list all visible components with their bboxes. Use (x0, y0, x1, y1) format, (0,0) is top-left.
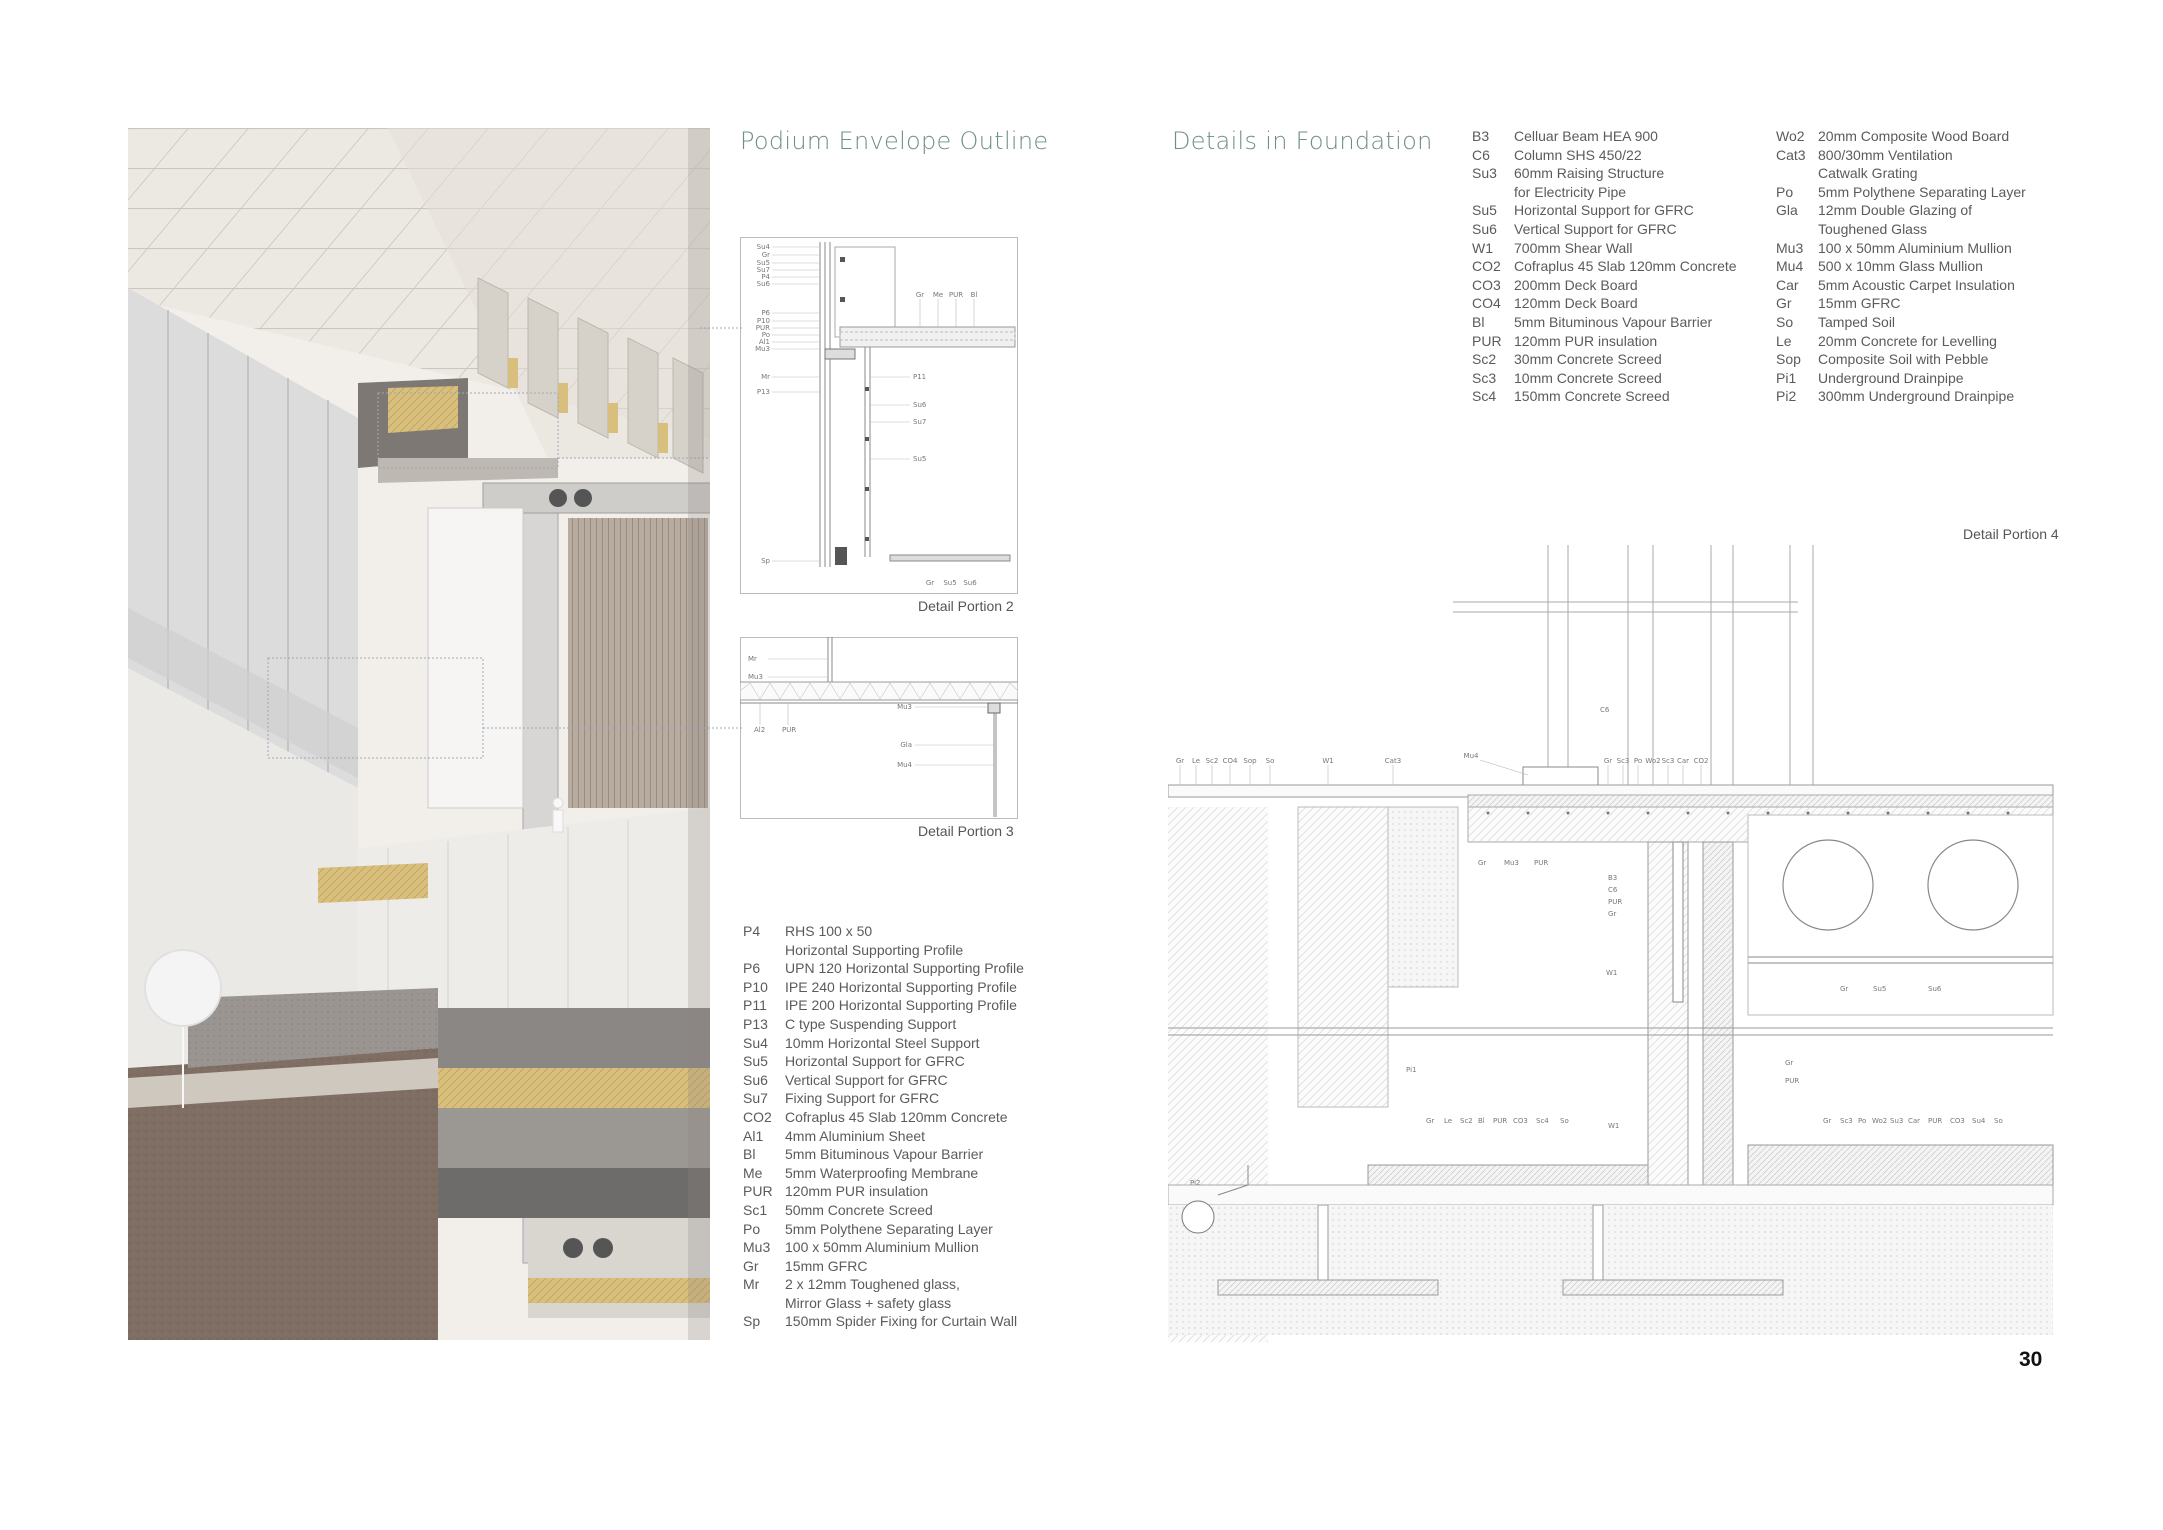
d4-tag-w1: W1 (1322, 757, 1334, 765)
d3-right-mu4: Mu4 (897, 761, 912, 769)
legend-row: B3 Celluar Beam HEA 900 (1472, 128, 1658, 144)
legend-row: Po 5mm Polythene Separating Layer (1776, 183, 2026, 200)
d2-tag-su6: Su6 (756, 280, 770, 288)
legend-row: Pi1 Underground Drainpipe (1776, 369, 1964, 386)
d2-tag-mu3: Mu3 (755, 345, 770, 353)
d4-lowr-pur2: PUR (1928, 1117, 1943, 1125)
d2-tag-gr: Gr (761, 251, 770, 259)
legend-row: PUR 120mm PUR insulation (743, 1183, 929, 1200)
legend-row: Su4 10mm Horizontal Steel Support (743, 1034, 980, 1051)
d3-right-mu3: Mu3 (897, 703, 912, 711)
d4-low-le: Le (1444, 1117, 1453, 1125)
detail-portion-4-drawing (1168, 545, 2063, 1342)
d4-tag-co4: CO4 (1222, 757, 1238, 765)
legend-row: So Tamped Soil (1776, 313, 1896, 330)
d4-tag-sc3: Sc3 (1616, 757, 1630, 765)
legend-row: CO2 Cofraplus 45 Slab 120mm Concrete (1472, 258, 1737, 275)
leader-lines (700, 300, 760, 740)
legend-row: Gr 15mm GFRC (1776, 295, 1901, 312)
legend-row: Catwalk Grating (1818, 165, 1918, 182)
d2-tag-p10: P10 (756, 317, 770, 325)
detail-portion-3-drawing (740, 637, 1018, 819)
foundation-legend-right (1776, 127, 2026, 406)
d4-low-sc4: Sc4 (1536, 1117, 1549, 1125)
d2-tag-su5: Su5 (756, 259, 770, 267)
legend-row: Su3 60mm Raising Structure (1472, 165, 1665, 182)
d4-mid-pur2: PUR (1608, 898, 1623, 906)
legend-row: Mirror Glass + safety glass (785, 1294, 952, 1311)
podium-legend (743, 922, 1024, 1331)
legend-row: Su6 Vertical Support for GFRC (1472, 220, 1677, 237)
page-number: 30 (2019, 1348, 2043, 1371)
d4-low-gr: Gr (1426, 1117, 1435, 1125)
d2-tag-al1: Al1 (758, 338, 770, 346)
podium-title: Podium Envelope Outline (740, 127, 1049, 155)
d4-tag-cat3: Cat3 (1384, 757, 1402, 765)
d4-lowr-po: Po (1858, 1117, 1867, 1125)
d2-tag-p6: P6 (761, 309, 770, 317)
d2-bot-su5: Su5 (943, 579, 957, 587)
d2-tag-po: Po (761, 331, 770, 339)
d4-tag-car: Car (1676, 757, 1690, 765)
d4-low-pur: PUR (1493, 1117, 1508, 1125)
foundation-legend-left (1472, 127, 1737, 406)
legend-row: Pi2 300mm Underground Drainpipe (1776, 388, 2015, 405)
detail-portion-2-caption: Detail Portion 2 (918, 598, 1014, 614)
d4-mid-gr: Gr (1478, 859, 1487, 867)
legend-row: Al1 4mm Aluminium Sheet (743, 1127, 926, 1144)
d3-tag-al2: Al2 (754, 726, 766, 734)
legend-row: Sc4 150mm Concrete Screed (1472, 388, 1670, 405)
legend-row: CO2 Cofraplus 45 Slab 120mm Concrete (743, 1108, 1008, 1125)
d4-lowr-pur: PUR (1785, 1077, 1800, 1085)
d2-tag-pur: PUR (755, 324, 770, 332)
d4-tag-gr2: Gr (1603, 757, 1613, 765)
d3-tag-mr: Mr (748, 655, 757, 663)
d4-tag-sop: Sop (1243, 757, 1257, 765)
legend-row: Sc2 30mm Concrete Screed (1472, 351, 1662, 368)
d4-low-bl: Bl (1478, 1117, 1485, 1125)
legend-row: P10 IPE 240 Horizontal Supporting Profile (743, 978, 1017, 995)
d4-lowr-su3: Su3 (1890, 1117, 1904, 1125)
d4-lowr-co3: CO3 (1950, 1117, 1965, 1125)
legend-row: Gr 15mm GFRC (743, 1257, 868, 1274)
d3-tag-mu3: Mu3 (748, 673, 763, 681)
legend-row: Mu3 100 x 50mm Aluminium Mullion (743, 1239, 979, 1256)
legend-row: Su5 Horizontal Support for GFRC (1472, 202, 1694, 219)
d4-lowr-gr2: Gr (1823, 1117, 1832, 1125)
d4-mid-su6: Su6 (1928, 985, 1942, 993)
d2-top-pur: PUR (948, 291, 964, 299)
d4-tag-co2: CO2 (1693, 757, 1709, 765)
legend-row: Horizontal Supporting Profile (785, 941, 964, 958)
d2-right-su7: Su7 (913, 418, 927, 426)
d4-lowr-wo2: Wo2 (1872, 1117, 1888, 1125)
axonometric-render (128, 128, 710, 1340)
d2-tag-p13: P13 (756, 388, 770, 396)
legend-row: Sp 150mm Spider Fixing for Curtain Wall (743, 1313, 1018, 1330)
d2-right-su5: Su5 (913, 455, 927, 463)
legend-row: Toughened Glass (1818, 220, 1927, 237)
d4-mid-mu3: Mu3 (1504, 859, 1519, 867)
d4-lowr-car: Car (1908, 1117, 1921, 1125)
d4-mid-gr2: Gr (1608, 910, 1617, 918)
d4-low-pi1: Pi1 (1406, 1066, 1417, 1074)
d4-mid-gr3: Gr (1840, 985, 1849, 993)
d2-tag-mr: Mr (761, 373, 770, 381)
d4-mid-c6b: C6 (1608, 886, 1618, 894)
d4-lowr-su4: Su4 (1972, 1117, 1986, 1125)
legend-row: CO3 200mm Deck Board (1472, 276, 1638, 293)
legend-row: Car 5mm Acoustic Carpet Insulation (1776, 276, 2015, 293)
d2-top-gr: Gr (915, 291, 925, 299)
legend-row: Sop Composite Soil with Pebble (1776, 351, 1989, 368)
d4-tag-sc3b: Sc3 (1661, 757, 1675, 765)
d2-top-bl: Bl (970, 291, 978, 299)
d2-top-me: Me (932, 291, 944, 299)
d4-tag-so: So (1265, 757, 1275, 765)
d4-low-sc2: Sc2 (1460, 1117, 1473, 1125)
d2-bot-su6: Su6 (963, 579, 977, 587)
d2-tag-su7: Su7 (756, 266, 770, 274)
d3-tag-pur: PUR (782, 726, 797, 734)
d2-bot-gr: Gr (925, 579, 935, 587)
legend-row: Gla 12mm Double Glazing of (1776, 202, 1973, 219)
legend-row: Su7 Fixing Support for GFRC (743, 1090, 940, 1107)
d2-tag-p4: P4 (761, 273, 770, 281)
legend-row: Sc3 10mm Concrete Screed (1472, 369, 1662, 386)
d4-mid-su5: Su5 (1873, 985, 1887, 993)
legend-row: Mu4 500 x 10mm Glass Mullion (1776, 258, 1983, 275)
detail-portion-2-drawing (740, 237, 1018, 594)
d2-tag-su4: Su4 (756, 243, 770, 251)
legend-row: Wo2 20mm Composite Wood Board (1776, 128, 2010, 144)
d4-lowr-gr: Gr (1785, 1059, 1794, 1067)
d2-right-su6: Su6 (913, 401, 927, 409)
legend-row: Su5 Horizontal Support for GFRC (743, 1053, 965, 1070)
legend-row: CO4 120mm Deck Board (1472, 295, 1638, 312)
legend-row: P4 RHS 100 x 50 (743, 923, 873, 939)
d4-mid-w1: W1 (1606, 969, 1618, 977)
d4-mid-pur: PUR (1534, 859, 1549, 867)
d4-tag-le: Le (1191, 757, 1201, 765)
d4-tag-mu4: Mu4 (1463, 752, 1479, 760)
legend-row: W1 700mm Shear Wall (1472, 239, 1633, 256)
d3-right-gla: Gla (900, 741, 912, 749)
legend-row: Cat3 800/30mm Ventilation (1776, 146, 1953, 163)
legend-row: Po 5mm Polythene Separating Layer (743, 1220, 993, 1237)
legend-row: Mr 2 x 12mm Toughened glass, (743, 1276, 960, 1293)
legend-row: Me 5mm Waterproofing Membrane (743, 1164, 979, 1181)
legend-row: PUR 120mm PUR insulation (1472, 332, 1658, 349)
legend-row: for Electricity Pipe (1514, 183, 1627, 200)
detail-portion-3-caption: Detail Portion 3 (918, 823, 1014, 839)
detail-portion-4-caption: Detail Portion 4 (1963, 526, 2059, 542)
foundation-title: Details in Foundation (1172, 127, 1433, 155)
legend-row: Le 20mm Concrete for Levelling (1776, 332, 1997, 349)
d4-tag-gr: Gr (1175, 757, 1185, 765)
d4-mid-c6: C6 (1600, 706, 1610, 714)
legend-row: Bl 5mm Bituminous Vapour Barrier (1472, 313, 1713, 330)
legend-row: Mu3 100 x 50mm Aluminium Mullion (1776, 239, 2012, 256)
d4-tag-wo2: Wo2 (1645, 757, 1661, 765)
legend-row: C6 Column SHS 450/22 (1472, 146, 1642, 163)
d4-low-pi2: Pi2 (1190, 1179, 1201, 1187)
legend-row: Sc1 50mm Concrete Screed (743, 1201, 933, 1218)
d4-lowr-so: So (1994, 1117, 2003, 1125)
d4-tag-po: Po (1633, 757, 1643, 765)
legend-row: P13 C type Suspending Support (743, 1015, 957, 1032)
d4-tag-sc2: Sc2 (1205, 757, 1219, 765)
d4-low-so: So (1560, 1117, 1569, 1125)
axonometric-drawing (128, 128, 710, 1340)
legend-row: Su6 Vertical Support for GFRC (743, 1071, 948, 1088)
d4-mid-b3: B3 (1608, 874, 1618, 882)
d2-tag-sp: Sp (761, 557, 770, 565)
d2-right-p11: P11 (913, 373, 927, 381)
legend-row: Bl 5mm Bituminous Vapour Barrier (743, 1146, 984, 1163)
d4-low-w1: W1 (1608, 1122, 1620, 1130)
d4-lowr-sc3: Sc3 (1840, 1117, 1853, 1125)
legend-row: P6 UPN 120 Horizontal Supporting Profile (743, 960, 1024, 977)
legend-row: P11 IPE 200 Horizontal Supporting Profile (743, 997, 1017, 1014)
d4-low-co3: CO3 (1513, 1117, 1528, 1125)
